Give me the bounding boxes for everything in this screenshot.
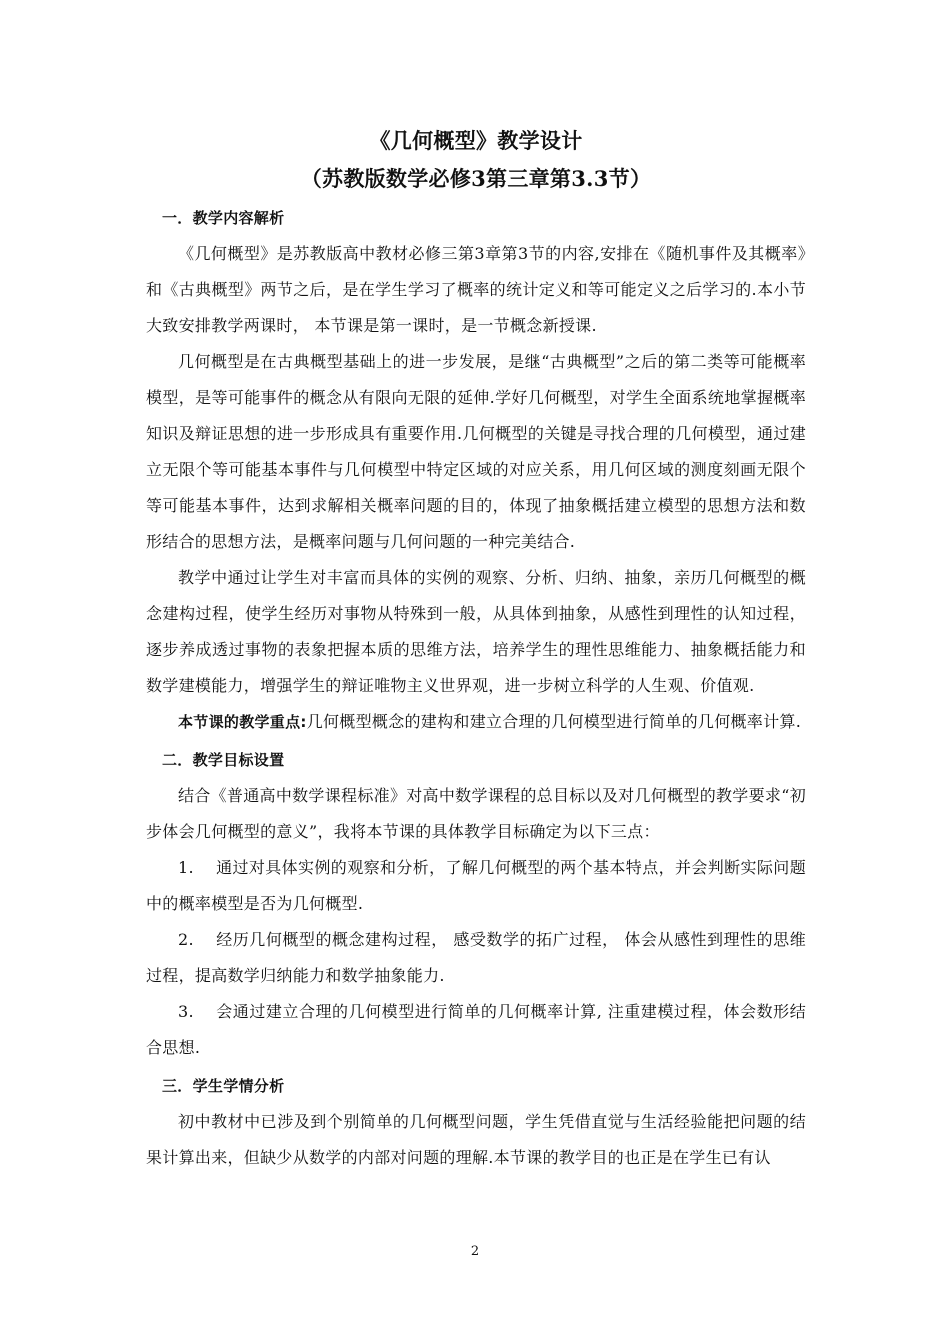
goal-item-2: [146, 922, 806, 994]
goal-item-number: 1.: [178, 858, 194, 877]
goal-item-number: 2.: [178, 930, 194, 949]
goal-item-3: [146, 994, 806, 1066]
document-title: 《几何概型》教学设计: [369, 128, 583, 153]
key-point-text: 几何概型概念的建构和建立合理的几何模型进行简单的几何概率计算.: [306, 712, 802, 731]
section-1-paragraph-3: 教学中通过让学生对丰富而具体的实例的观察、分析、归纳、抽象，亲历几何概型的概念建构过程，使学生经历对事物从特殊到一般，从具体到抽象，从感性到理性的认知过程，逐步养成透过事物的表象把握本质的思维方法，培养学生的理性思维能力、抽象概括能力和数学建模能力，增强学生的辩证唯物主义世界观，进一步树立科学的人生观、价值观.: [146, 568, 806, 695]
goal-item-text: 会通过建立合理的几何模型进行简单的几何概率计算, 注重建模过程，体会数形结合思想.: [146, 1002, 806, 1057]
section-heading-3: 三．学生学情分析: [162, 1077, 285, 1095]
section-1-paragraph-1: 《几何概型》是苏教版高中教材必修三第3章第3节的内容,安排在《随机事件及其概率》和《古典概型》两节之后，是在学生学习了概率的统计定义和等可能定义之后学习的.本小节大致安排教学两课时， 本节课是第一课时，是一节概念新授课.: [146, 244, 806, 335]
key-point-label: 本节课的教学重点:: [178, 713, 307, 731]
goal-item-text: 经历几何概型的概念建构过程， 感受数学的拓广过程， 体会从感性到理性的思维过程，提高数学归纳能力和数学抽象能力.: [146, 930, 806, 985]
page-number: 2: [470, 1244, 480, 1259]
section-heading-2: 二．教学目标设置: [162, 751, 285, 769]
section-2-paragraph-1: 结合《普通高中数学课程标准》对高中数学课程的总目标以及对几何概型的教学要求“初步体会几何概型的意义”，我将本节课的具体教学目标确定为以下三点：: [146, 786, 806, 841]
section-heading-1: 一．教学内容解析: [162, 209, 285, 227]
document-subtitle: （苏教版数学必修3第三章第3.3节）: [300, 166, 652, 191]
key-point-paragraph: [146, 704, 806, 740]
goal-item-number: 3.: [178, 1002, 194, 1021]
goal-item-text: 通过对具体实例的观察和分析，了解几何概型的两个基本特点，并会判断实际问题中的概率模型是否为几何概型.: [146, 858, 806, 913]
goal-item-1: [146, 850, 806, 922]
document-body: [146, 114, 806, 1176]
section-3-paragraph-1: 初中教材中已涉及到个别简单的几何概型问题，学生凭借直觉与生活经验能把问题的结果计算出来，但缺少从数学的内部对问题的理解.本节课的教学目的也正是在学生已有认: [146, 1112, 806, 1167]
section-1-paragraph-2: 几何概型是在古典概型基础上的进一步发展，是继“古典概型”之后的第二类等可能概率模型，是等可能事件的概念从有限向无限的延伸.学好几何概型，对学生全面系统地掌握概率知识及辩证思想的进一步形成具有重要作用.几何概型的关键是寻找合理的几何模型，通过建立无限个等可能基本事件与几何模型中特定区域的对应关系，用几何区域的测度刻画无限个等可能基本事件，达到求解相关概率问题的目的，体现了抽象概括建立模型的思想方法和数形结合的思想方法，是概率问题与几何问题的一种完美结合.: [146, 352, 806, 551]
